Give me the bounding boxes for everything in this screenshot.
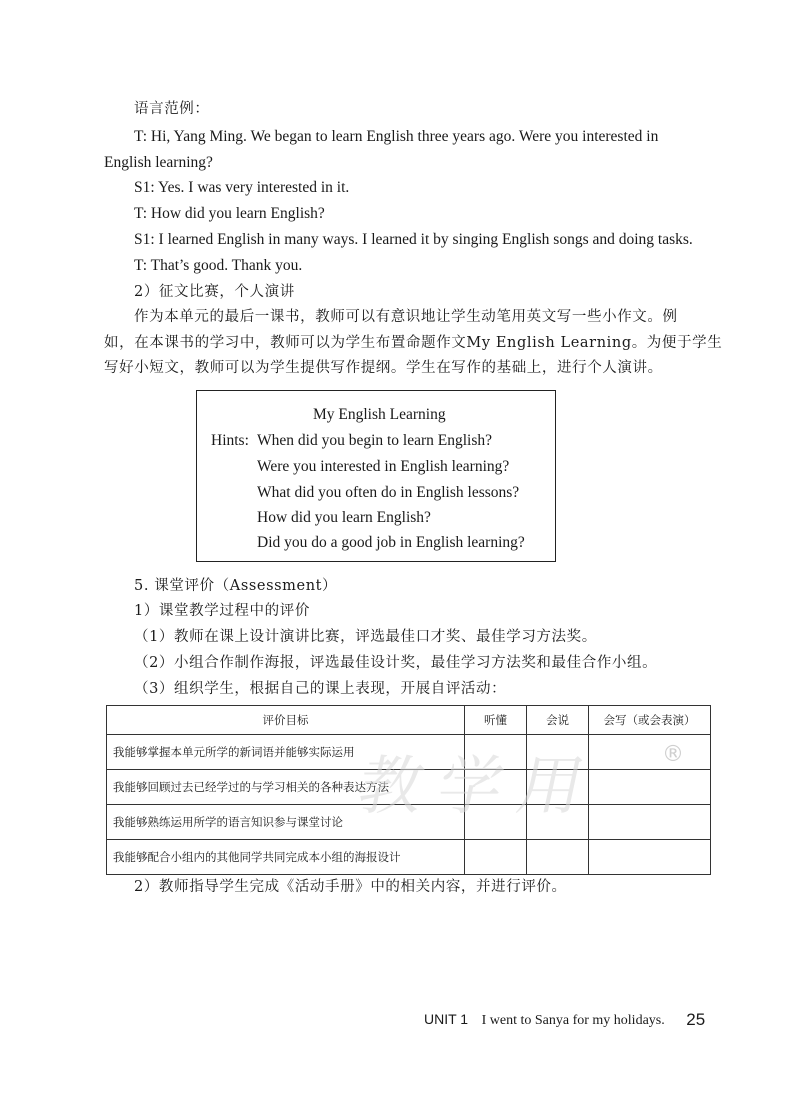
column-header: 会写（或会表演） (589, 706, 711, 735)
registered-mark: ® (662, 742, 684, 767)
assessment-subheading: 1）课堂教学过程中的评价 (134, 603, 310, 619)
rating-cell (527, 840, 589, 875)
hint-question: What did you often do in English lessons? (257, 484, 520, 501)
table-header-row (107, 706, 711, 735)
dialogue-line: English learning? (104, 154, 213, 171)
hints-label: Hints: (211, 432, 249, 449)
rating-cell (465, 805, 527, 840)
table-row (107, 735, 711, 770)
dialogue-line: T: Hi, Yang Ming. We began to learn English three years ago. Were you interested in (134, 128, 659, 145)
column-header: 会说 (527, 706, 589, 735)
hint-question: When did you begin to learn English? (257, 432, 493, 449)
self-evaluation-table (106, 705, 711, 875)
assessment-item: （2）小组合作制作海报，评选最佳设计奖，最佳学习方法奖和最佳合作小组。 (134, 655, 658, 671)
rating-cell (589, 840, 711, 875)
page-footer (424, 1009, 705, 1029)
dialogue-line: T: How did you learn English? (134, 205, 325, 222)
dialogue-line: S1: Yes. I was very interested in it. (134, 179, 350, 196)
rating-cell (527, 770, 589, 805)
paragraph-line: 写好小短文，教师可以为学生提供写作提纲。学生在写作的基础上，进行个人演讲。 (104, 360, 663, 376)
closing-paragraph: 2）教师指导学生完成《活动手册》中的相关内容，并进行评价。 (134, 879, 567, 895)
rating-cell (589, 770, 711, 805)
assessment-item: （1）教师在课上设计演讲比赛，评选最佳口才奖、最佳学习方法奖。 (134, 629, 597, 645)
hint-box-title: My English Learning (313, 406, 446, 423)
table-row (107, 840, 711, 875)
section-heading: 2）征文比赛，个人演讲 (134, 284, 295, 300)
rating-cell (527, 805, 589, 840)
hint-question: Did you do a good job in English learning? (257, 534, 525, 551)
rating-cell (465, 840, 527, 875)
page-number: 25 (686, 1010, 706, 1029)
rating-cell (589, 735, 711, 770)
assessment-item: （3）组织学生，根据自己的课上表现，开展自评活动： (134, 681, 507, 697)
hint-question: How did you learn English? (257, 509, 431, 526)
table-row (107, 770, 711, 805)
dialogue-heading: 语言范例： (134, 101, 210, 117)
writing-hints-box (196, 390, 556, 562)
dialogue-line: S1: I learned English in many ways. I learned it by singing English songs and doing tasks. (134, 231, 693, 248)
rating-cell (527, 735, 589, 770)
column-header: 听懂 (465, 706, 527, 735)
rating-cell (465, 770, 527, 805)
unit-title: I went to Sanya for my holidays. (481, 1013, 665, 1028)
rating-cell (465, 735, 527, 770)
watermark: 教学用 (350, 750, 607, 824)
rating-cell (589, 805, 711, 840)
paragraph-line: 如，在本课书的学习中，教师可以为学生布置命题作文My English Learning。为便于学生 (104, 335, 723, 351)
table-row (107, 805, 711, 840)
eval-goal-cell: 我能够回顾过去已经学过的与学习相关的各种表达方法 (107, 770, 465, 805)
column-header: 评价目标 (107, 706, 465, 735)
hint-question: Were you interested in English learning? (257, 458, 510, 475)
unit-label: UNIT 1 (424, 1011, 469, 1027)
eval-goal-cell: 我能够掌握本单元所学的新词语并能够实际运用 (107, 735, 465, 770)
assessment-heading: 5. 课堂评价（Assessment） (134, 578, 338, 594)
eval-goal-cell: 我能够熟练运用所学的语言知识参与课堂讨论 (107, 805, 465, 840)
paragraph-line: 作为本单元的最后一课书，教师可以有意识地让学生动笔用英文写一些小作文。例 (134, 309, 678, 325)
dialogue-line: T: That’s good. Thank you. (134, 257, 303, 274)
eval-goal-cell: 我能够配合小组内的其他同学共同完成本小组的海报设计 (107, 840, 465, 875)
